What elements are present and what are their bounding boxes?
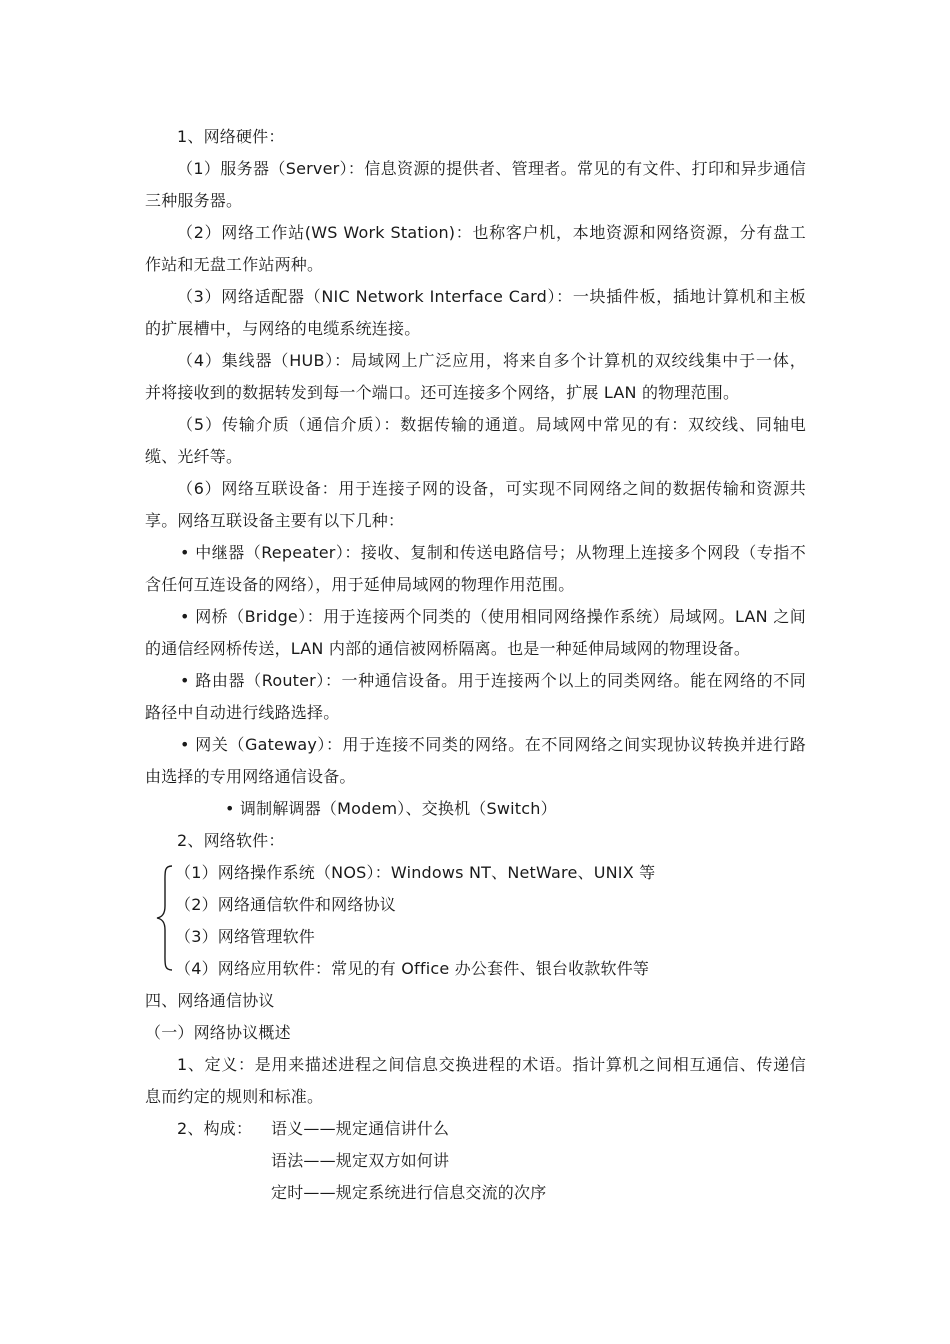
para-workstation-line1: （2）网络工作站(WS Work Station)：也称客户机，本地资源和网络资源，分有盘工 bbox=[177, 223, 806, 242]
bullet-modem-switch: • 调制解调器（Modem）、交换机（Switch） bbox=[225, 799, 557, 818]
para-server-line1: （1）服务器（Server）：信息资源的提供者、管理者。常见的有文件、打印和异步通信 bbox=[177, 159, 806, 178]
software-item-protocol: （2）网络通信软件和网络协议 bbox=[175, 895, 396, 914]
composition-timing: 定时——规定系统进行信息交流的次序 bbox=[271, 1183, 547, 1202]
para-media-line1: （5）传输介质（通信介质）：数据传输的通道。局域网中常见的有：双绞线、同轴电 bbox=[177, 415, 806, 434]
para-media-line2: 缆、光纤等。 bbox=[145, 447, 243, 466]
bullet-router-line2: 路径中自动进行线路选择。 bbox=[145, 703, 340, 722]
curly-brace-icon bbox=[154, 864, 176, 972]
para-server-line2: 三种服务器。 bbox=[145, 191, 243, 210]
para-workstation-line2: 作站和无盘工作站两种。 bbox=[145, 255, 324, 274]
heading-network-software: 2、网络软件： bbox=[177, 831, 285, 850]
section-heading-protocols: 四、网络通信协议 bbox=[145, 991, 275, 1010]
bullet-gateway-line1: • 网关（Gateway）：用于连接不同类的网络。在不同网络之间实现协议转换并进行路 bbox=[180, 735, 806, 754]
para-interconnect-line1: （6）网络互联设备：用于连接子网的设备，可实现不同网络之间的数据传输和资源共 bbox=[177, 479, 806, 498]
bullet-bridge-line2: 的通信经网桥传送，LAN 内部的通信被网桥隔离。也是一种延伸局域网的物理设备。 bbox=[145, 639, 751, 658]
para-definition-line1: 1、定义：是用来描述进程之间信息交换进程的术语。指计算机之间相互通信、传递信 bbox=[177, 1055, 806, 1074]
composition-syntax: 语法——规定双方如何讲 bbox=[271, 1151, 450, 1170]
para-hub-line1: （4）集线器（HUB）：局域网上广泛应用，将来自多个计算机的双绞线集中于一体， bbox=[177, 351, 806, 370]
software-item-nos: （1）网络操作系统（NOS）：Windows NT、NetWare、UNIX 等 bbox=[175, 863, 656, 882]
composition-semantics: 语义——规定通信讲什么 bbox=[271, 1119, 450, 1138]
subsection-heading-overview: （一）网络协议概述 bbox=[145, 1023, 291, 1042]
para-nic-line2: 的扩展槽中，与网络的电缆系统连接。 bbox=[145, 319, 421, 338]
para-definition-line2: 息而约定的规则和标准。 bbox=[145, 1087, 324, 1106]
composition-label: 2、构成： bbox=[177, 1119, 253, 1138]
bullet-repeater-line1: • 中继器（Repeater）：接收、复制和传送电路信号；从物理上连接多个网段（专指不 bbox=[180, 543, 806, 562]
heading-network-hardware: 1、网络硬件： bbox=[177, 127, 285, 146]
software-item-application: （4）网络应用软件：常见的有 Office 办公套件、银台收款软件等 bbox=[175, 959, 650, 978]
para-interconnect-line2: 享。网络互联设备主要有以下几种： bbox=[145, 511, 405, 530]
bullet-gateway-line2: 由选择的专用网络通信设备。 bbox=[145, 767, 356, 786]
software-item-management: （3）网络管理软件 bbox=[175, 927, 315, 946]
bullet-router-line1: • 路由器（Router）：一种通信设备。用于连接两个以上的同类网络。能在网络的不同 bbox=[180, 671, 806, 690]
para-hub-line2: 并将接收到的数据转发到每一个端口。还可连接多个网络，扩展 LAN 的物理范围。 bbox=[145, 383, 740, 402]
para-nic-line1: （3）网络适配器（NIC Network Interface Card）：一块插件板，插地计算机和主板 bbox=[177, 287, 806, 306]
bullet-repeater-line2: 含任何互连设备的网络），用于延伸局域网的物理作用范围。 bbox=[145, 575, 575, 594]
bullet-bridge-line1: • 网桥（Bridge）：用于连接两个同类的（使用相同网络操作系统）局域网。LAN 之间 bbox=[180, 607, 806, 626]
